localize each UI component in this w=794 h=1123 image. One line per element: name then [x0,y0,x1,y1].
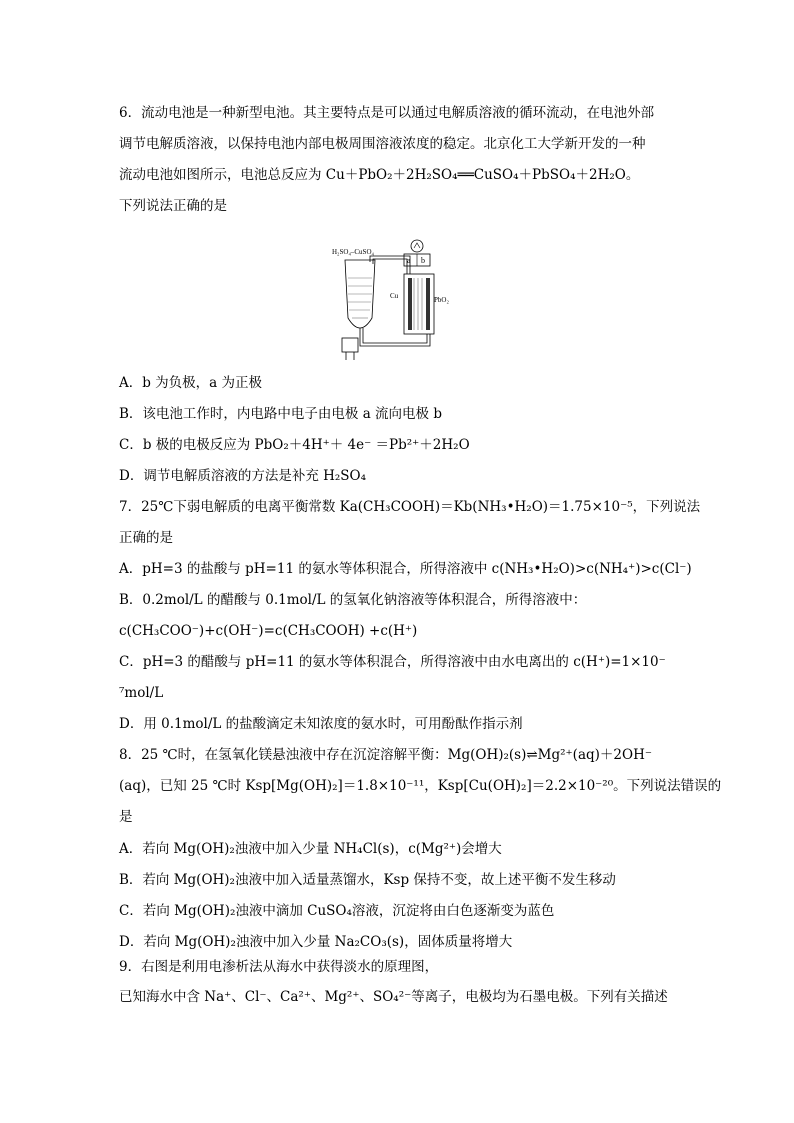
q7-stem-line1: 7．25℃下弱电解质的电离平衡常数 Ka(CH₃COOH)＝Kb(NH₃•H₂O)＝1.75×10⁻⁵，下列说法 [119,499,701,515]
label-a: a [407,256,411,265]
q8-option-a: A．若向 Mg(OH)₂浊液中加入少量 NH₄Cl(s)，c(Mg²⁺)会增大 [119,841,502,857]
q7-option-b-line2: c(CH₃COO⁻)+c(OH⁻)=c(CH₃COOH) +c(H⁺) [119,623,418,639]
q9-stem-line1: 9．右图是利用电渗析法从海水中获得淡水的原理图， [119,959,439,975]
q6-stem-line4: 下列说法正确的是 [119,198,227,214]
label-pbo2: PbO₂ [434,296,449,304]
q6-stem-line3: 流动电池如图所示，电池总反应为 Cu＋PbO₂＋2H₂SO₄══CuSO₄＋PbSO₄＋2H₂O。 [119,167,640,183]
q7-option-d: D．用 0.1mol/L 的盐酸滴定未知浓度的氨水时，可用酚酞作指示剂 [119,716,523,732]
q8-stem-line2: (aq)，已知 25 ℃时 Ksp[Mg(OH)₂]＝1.8×10⁻¹¹，Ksp[Cu(OH)₂]＝2.2×10⁻²⁰。下列说法错误的 [119,778,722,794]
q6-option-a: A．b 为负极，a 为正极 [119,375,263,391]
q6-stem-line1: 6．流动电池是一种新型电池。其主要特点是可以通过电解质溶液的循环流动，在电池外部 [119,105,655,121]
q6-option-b: B．该电池工作时，内电路中电子由电极 a 流向电极 b [119,406,442,422]
q8-option-d: D．若向 Mg(OH)₂浊液中加入少量 Na₂CO₃(s)，固体质量将增大 [119,934,513,950]
flow-battery-diagram [330,238,450,368]
q7-option-c-line2: ⁷mol/L [119,685,164,701]
pump [342,338,358,352]
label-b: b [421,256,425,265]
label-cu: Cu [390,292,399,300]
q8-option-b: B．若向 Mg(OH)₂浊液中加入适量蒸馏水，Ksp 保持不变，故上述平衡不发生移动 [119,872,616,888]
q8-stem-line3: 是 [119,809,133,825]
q7-option-b-line1: B．0.2mol/L 的醋酸与 0.1mol/L 的氢氧化钠溶液等体积混合，所得溶液中： [119,592,587,608]
q8-stem-line1: 8．25 ℃时，在氢氧化镁悬浊液中存在沉淀溶解平衡：Mg(OH)₂(s)⇌Mg²⁺(aq)＋2OH⁻ [119,747,652,763]
q8-option-c: C．若向 Mg(OH)₂浊液中滴加 CuSO₄溶液，沉淀将由白色逐渐变为蓝色 [119,903,555,919]
q9-stem-line2: 已知海水中含 Na⁺、Cl⁻、Ca²⁺、Mg²⁺、SO₄²⁻等离子，电极均为石墨电极。下列有关描述 [119,989,668,1005]
q7-stem-line2: 正确的是 [119,530,173,546]
label-solution: H₂SO₄–CuSO₄ [332,248,374,256]
q7-option-a: A．pH=3 的盐酸与 pH=11 的氨水等体积混合，所得溶液中 c(NH₃•H₂O)>c(NH₄⁺)>c(Cl⁻) [119,561,692,577]
q6-stem-line2: 调节电解质溶液，以保持电池内部电极周围溶液浓度的稳定。北京化工大学新开发的一种 [119,136,646,152]
q7-option-c-line1: C．pH=3 的醋酸与 pH=11 的氨水等体积混合，所得溶液中由水电离出的 c(H⁺)=1×10⁻ [119,654,666,670]
q6-option-c: C．b 极的电极反应为 PbO₂＋4H⁺＋ 4e⁻ ＝Pb²⁺＋2H₂O [119,437,470,453]
q6-option-d: D．调节电解质溶液的方法是补充 H₂SO₄ [119,468,367,484]
bulb-icon [411,240,423,252]
